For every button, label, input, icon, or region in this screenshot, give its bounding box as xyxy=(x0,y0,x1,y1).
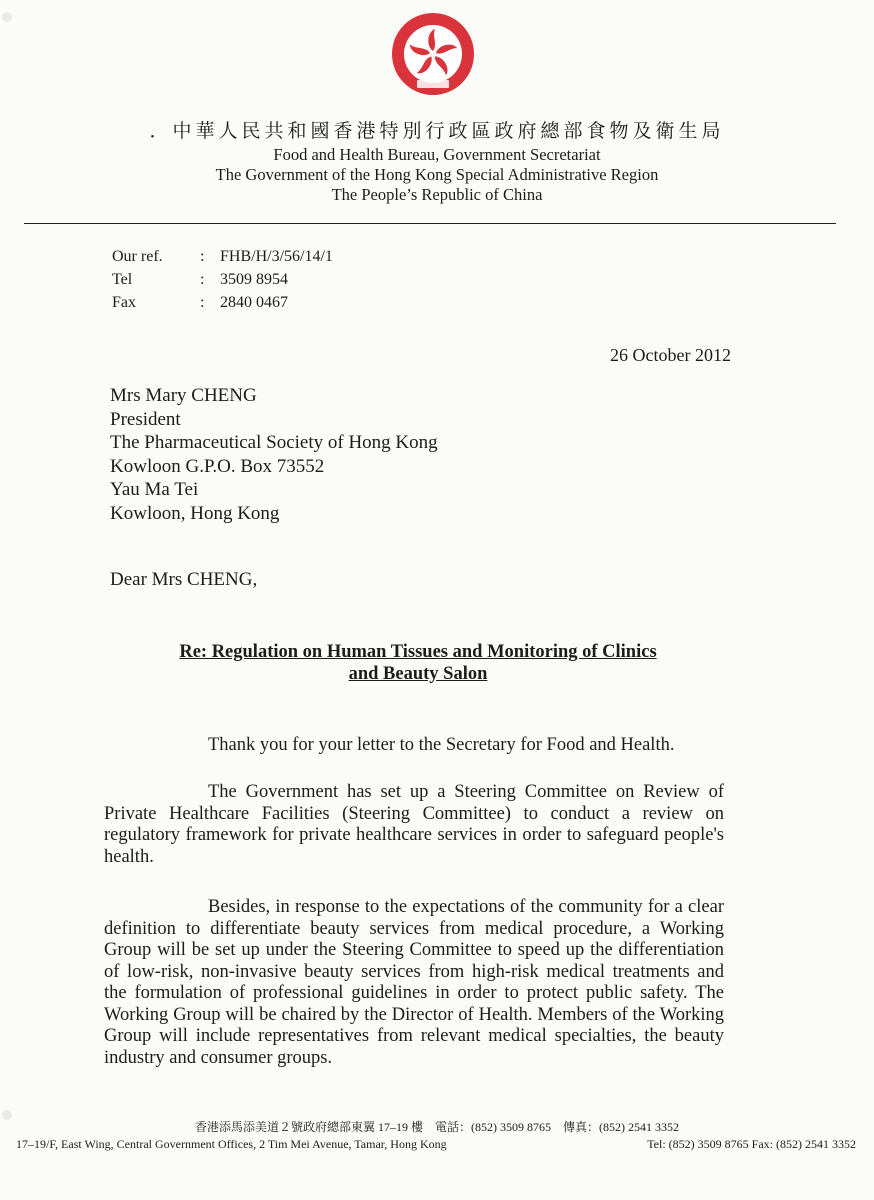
recipient-region: Kowloon, Hong Kong xyxy=(110,502,280,524)
footer-address: 17–19/F, East Wing, Central Government Offices, 2 Tim Mei Avenue, Tamar, Hong Kong xyxy=(16,1137,447,1151)
body-paragraph-1: Thank you for your letter to the Secretary for Food and Health. xyxy=(208,735,675,755)
agency-name-line-1: Food and Health Bureau, Government Secretariat xyxy=(273,145,601,164)
footer-contact: Tel: (852) 3509 8765 Fax: (852) 2541 3352 xyxy=(647,1137,856,1151)
recipient-district: Yau Ma Tei xyxy=(110,479,199,500)
salutation: Dear Mrs CHENG, xyxy=(110,569,258,590)
fax-value: 2840 0467 xyxy=(220,294,288,311)
hong-kong-emblem xyxy=(391,12,475,96)
reference-label: Our ref. xyxy=(112,248,163,265)
agency-name-chinese: ．中華人民共和國香港特別行政區政府總部食物及衛生局 xyxy=(149,121,725,142)
body-paragraph-3: Besides, in response to the expectations of the community for a clear definition to differentiate beauty services from medical procedure, a Working Group will be set up under the Steering Committee to speed up the differentiation of low-risk, non-invasive beauty services from high-risk medical treatments and the formulation of professional guidelines in order to protect public safety. The Working Group will be chaired by the Director of Health. Members of the Working Group will include representatives from relevant medical specialties, the beauty industry and consumer groups. xyxy=(104,897,724,1068)
tel-value: 3509 8954 xyxy=(220,271,288,288)
recipient-organization: The Pharmaceutical Society of Hong Kong xyxy=(110,432,438,453)
agency-name-line-3: The People’s Republic of China xyxy=(331,185,543,204)
tel-label: Tel xyxy=(112,271,133,288)
footer-address-chinese: 香港添馬添美道２號政府總部東翼 17–19 樓 電話：(852) 3509 8765 傳真：(852) 2541 3352 xyxy=(195,1120,679,1134)
tel-row: Tel : 3509 8954 xyxy=(112,271,288,288)
reference-row: Our ref. : FHB/H/3/56/14/1 xyxy=(112,248,333,265)
recipient-address xyxy=(110,384,438,525)
body-paragraph-2: The Government has set up a Steering Committee on Review of Private Healthcare Facilities (Steering Committee) to conduct a review on regulatory framework for private healthcare services in order to safeguard people's health. xyxy=(104,782,724,867)
recipient-po-box: Kowloon G.P.O. Box 73552 xyxy=(110,455,325,477)
fax-label: Fax xyxy=(112,294,136,311)
recipient-name: Mrs Mary CHENG xyxy=(110,385,257,406)
recipient-title: President xyxy=(110,408,181,430)
letter-date: 26 October 2012 xyxy=(610,345,731,365)
punch-hole xyxy=(2,12,12,22)
subject-line-1: Re: Regulation on Human Tissues and Monitoring of Clinics xyxy=(179,642,657,662)
reference-value: FHB/H/3/56/14/1 xyxy=(220,248,333,265)
subject-line-2: and Beauty Salon xyxy=(348,664,488,684)
footer-address-english xyxy=(16,1137,856,1152)
fax-row: Fax : 2840 0467 xyxy=(112,294,288,311)
subject-line xyxy=(158,641,678,685)
agency-name-line-2: The Government of the Hong Kong Special Administrative Region xyxy=(215,165,659,184)
letterhead-divider xyxy=(24,223,836,224)
